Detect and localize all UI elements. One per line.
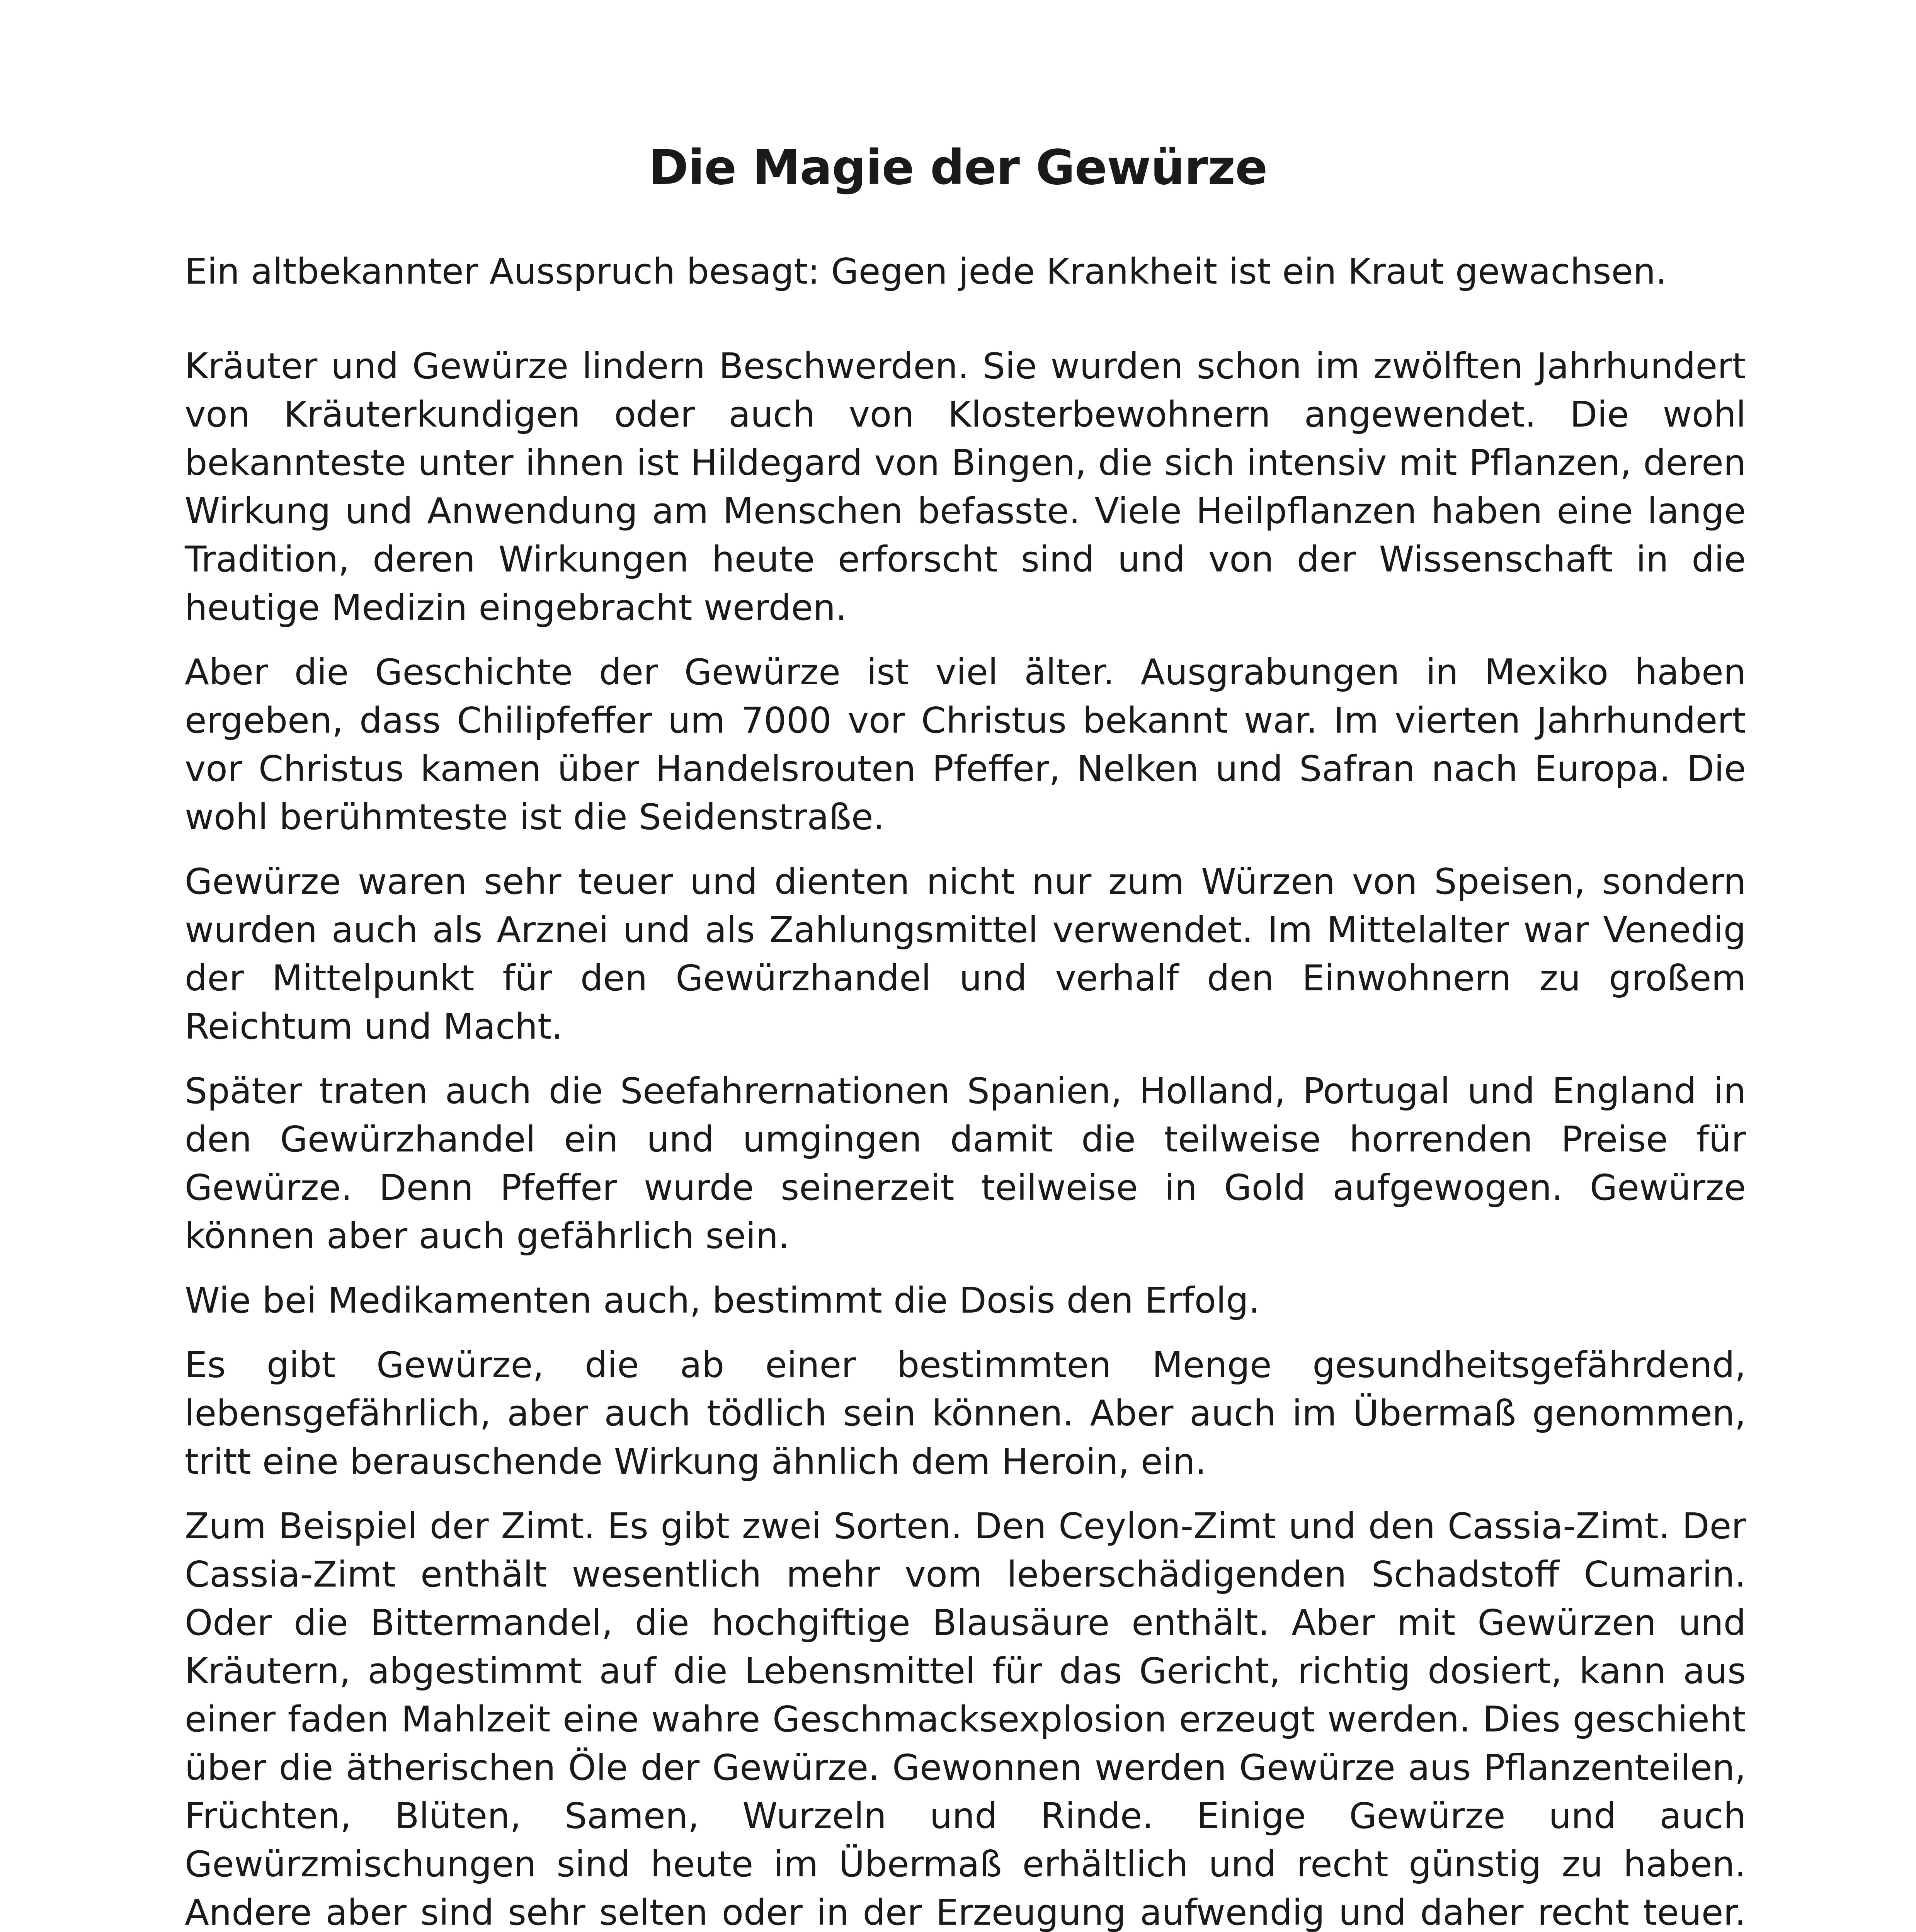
intro-paragraph: Ein altbekannter Ausspruch besagt: Gegen jede Krankheit ist ein Kraut gewachsen. <box>185 251 1667 292</box>
paragraph-dosage: Wie bei Medikamenten auch, bestimmt die Dosis den Erfolg. <box>185 1280 1260 1321</box>
page-title: Die Magie der Gewürze <box>648 140 1268 196</box>
paragraph-dangerous-spices: Es gibt Gewürze, die ab einer bestimmten Menge gesundheitsgefährdend, lebensgefährlich, aber auch tödlich sein können. Aber auch im Übermaß genommen, tritt eine berauschende Wirkung ähnlich dem Heroin, ein. <box>185 1344 1746 1482</box>
paragraph-spice-origins: Aber die Geschichte der Gewürze ist viel älter. Ausgrabungen in Mexiko haben ergeben, dass Chilipfeffer um 7000 vor Christus bekannt war. Im vierten Jahrhundert vor Christus kamen über Handelsrouten Pfeffer, Nelken und Safran nach Europa. Die wohl berühmteste ist die Seidenstraße. <box>185 651 1746 838</box>
paragraph-cinnamon-and-prices: Zum Beispiel der Zimt. Es gibt zwei Sorten. Den Ceylon-Zimt und den Cassia-Zimt. Der Cassia-Zimt enthält wesentlich mehr vom leberschädigenden Schadstoff Cumarin. Oder die Bittermandel, die hochgiftige Blausäure enthält. Aber mit Gewürzen und Kräutern, abgestimmt auf die Lebensmittel für das Gericht, richtig dosiert, kann aus einer faden Mahlzeit eine wahre Geschmacksexplosion erzeugt werden. Dies geschieht über die ätherischen Öle der Gewürze. Gewonnen werden Gewürze aus Pflanzenteilen, Früchten, Blüten, Samen, Wurzeln und Rinde. Einige Gewürze und auch Gewürzmischungen sind heute im Übermaß erhältlich und recht günstig zu haben. Andere aber sind sehr selten oder in der Erzeugung aufwendig und daher recht teuer. <box>185 1505 1746 1932</box>
paragraph-herbal-history: Kräuter und Gewürze lindern Beschwerden. Sie wurden schon im zwölften Jahrhundert von Kräuterkundigen oder auch von Klosterbewohnern angewendet. Die wohl bekannteste unter ihnen ist Hildegard von Bingen, die sich intensiv mit Pflanzen, deren Wirkung und Anwendung am Menschen befasste. Viele Heilpflanzen haben eine lange Tradition, deren Wirkungen heute erforscht sind und von der Wissenschaft in die heutige Medizin eingebracht werden. <box>185 345 1746 628</box>
paragraph-seafaring-nations: Später traten auch die Seefahrernationen Spanien, Holland, Portugal und England in den Gewürzhandel ein und umgingen damit die teilweise horrenden Preise für Gewürze. Denn Pfeffer wurde seinerzeit teilweise in Gold aufgewogen. Gewürze können aber auch gefährlich sein. <box>185 1070 1746 1257</box>
body-text <box>185 342 1746 1932</box>
paragraph-spice-trade-venice: Gewürze waren sehr teuer und dienten nicht nur zum Würzen von Speisen, sondern wurden auch als Arznei und als Zahlungsmittel verwendet. Im Mittelalter war Venedig der Mittelpunkt für den Gewürzhandel und verhalf den Einwohnern zu großem Reichtum und Macht. <box>185 861 1746 1047</box>
